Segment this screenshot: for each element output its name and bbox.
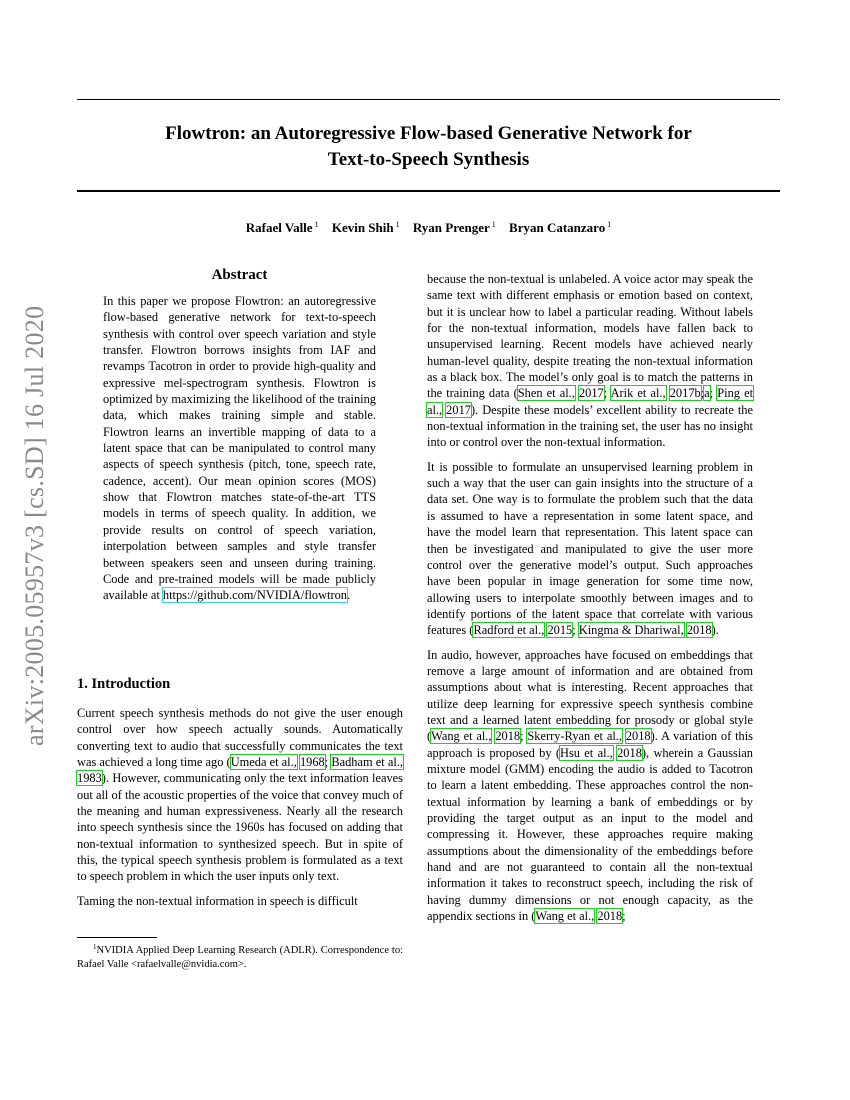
title-line-2: Text-to-Speech Synthesis [327,149,530,170]
citation-link[interactable]: Skerry-Ryan et al., [527,729,622,744]
citation-link[interactable]: 1968 [299,755,325,770]
citation-link[interactable]: Ping et al., [427,386,754,417]
author: Kevin Shih $^1$ [331,220,400,235]
introduction-body [77,705,403,909]
citation-link[interactable]: 2015 [547,623,573,638]
right-column-body [427,271,753,924]
author: Bryan Catanzaro $^1$ [509,220,612,235]
paragraph: In audio, however, approaches have focused on embeddings that remove a large amount of information and are obtained from assumptions about what is interesting. Recent approaches that utilize deep learning for expressive speech synthesis combine text and a learned latent embedding for prosody or global style (Wang et al., 2018; Skerry-Ryan et al., 2018). A variation of this approach is proposed by (Hsu et al., 2018), wherein a Gaussian mixture model (GMM) encoding the audio is added to Tacotron to learn a latent embedding. These approaches control the non-textual information by learning a bank of embeddings or by providing the target output as an input to the model and compressing it. However, these approaches require making assumptions about the dimensionality of the embeddings before hand and are not guaranteed to contain all the non-textual information it takes to reconstruct speech, including the risk of having dummy dimensions or not enough capacity, as the appendix sections in (Wang et al., 2018; [427,647,753,924]
title-bottom-rule [77,190,780,192]
footnote-rule [77,937,157,938]
author-list [77,220,780,236]
citation-link[interactable]: a [704,386,710,401]
paragraph: because the non-textual is unlabeled. A voice actor may speak the same text with different emphasis or emotion based on context, but it is unclear how to label a particular reading. Without labels for the non-textual information, models have fallen back to unsupervised learning. Recent models have achieved nearly human-level quality, despite treating the non-textual information as a black box. The model’s only goal is to match the patterns in the training data (Shen et al., 2017; Arik et al., 2017b;a; Ping et al., 2017). Despite these models’ excellent ability to recreate the non-textual information in the training set, the user has no insight into or control over the non-textual information. [427,272,754,450]
citation-link[interactable]: Arik et al., [610,386,666,401]
citation-link[interactable]: 1983 [77,771,102,786]
citation-link[interactable]: 2017 [578,386,604,401]
title-top-rule [77,99,780,100]
citation-link[interactable]: 2018 [597,909,623,924]
citation-link[interactable]: 2018 [625,729,651,744]
citation-link[interactable]: 2017b [669,386,701,401]
paragraph: Taming the non-textual information in speech is difficult [77,893,358,908]
paragraph: Current speech synthesis methods do not give the user enough control over how speech actually sounds. Automatically converting text to audio that successfully communicates the text was achieved a long time ago (Umeda et al., 1968; Badham et al., 1983). However, communicating only the text information leaves out all of the acoustic properties of the voice that convey much of the meaning and human expressiveness. Nearly all the research into speech synthesis since the 1960s has focused on adding that non-textual information to synthesized speech. But in spite of this, the typical speech synthesis problem is formulated as a text to speech problem in which the user inputs only text. [77,706,403,884]
citation-link[interactable]: 2017 [446,402,471,417]
author: Rafael Valle $^1$ [245,220,319,235]
citation-link[interactable]: Wang et al., [431,729,492,744]
citation-link[interactable]: Umeda et al., [230,755,297,770]
citation-link[interactable]: Wang et al., [535,909,595,924]
citation-link[interactable]: Shen et al., [517,386,575,401]
footnote: $^1$NVIDIA Applied Deep Learning Research (ADLR). Correspondence to: Rafael Valle <rafaelvalle@nvidia.com>. [77,943,403,970]
abstract-body: In this paper we propose Flowtron: an autoregressive flow-based generative network for text-to-speech synthesis with control over speech variation and style transfer. Flowtron borrows insights from IAF and revamps Tacotron in order to provide high-quality and expressive mel-spectrogram synthesis. Flowtron is optimized by maximizing the likelihood of the training data, which makes training simple and stable. Flowtron learns an invertible mapping of data to a latent space that can be manipulated to control many aspects of speech synthesis (pitch, tone, speech rate, cadence, accent). Our mean opinion scores (MOS) show that Flowtron matches state-of-the-art TTS models in terms of speech quality. In addition, we provide results on control of speech variation, interpolation between samples and style transfer between speakers seen and unseen during training. Code and pre-trained models will be made publicly available at https://github.com/NVIDIA/flowtron. [103,294,376,603]
code-link[interactable]: https://github.com/NVIDIA/flowtron [162,588,347,603]
citation-link[interactable]: 2018 [495,729,521,744]
title-line-1: Flowtron: an Autoregressive Flow-based Generative Network for [165,123,692,144]
citation-link[interactable]: Badham et al., [331,755,403,770]
author: Ryan Prenger $^1$ [412,220,496,235]
citation-link[interactable]: Radford et al., [473,623,545,638]
section-heading-introduction: 1. Introduction [77,676,171,692]
paper-title [77,121,780,173]
abstract-heading: Abstract [211,267,268,283]
citation-link[interactable]: Hsu et al., [560,745,613,760]
citation-link[interactable]: Kingma & Dhariwal, [578,623,684,638]
paragraph: It is possible to formulate an unsupervised learning problem in such a way that the user can gain insights into the structure of a data set. One way is to formulate the problem such that the data is assumed to have a representation in some latent space, and have the model learn that representation. This latent space can then be investigated and manipulated to give the user more control over the generative model’s output. Such approaches have been popular in image generation for some time now, allowing users to interpolate smoothly between images and to identify portions of the latent space that correlate with various features (Radford et al., 2015; Kingma & Dhariwal, 2018). [427,459,753,638]
arxiv-stamp: arXiv:2005.05957v3 [cs.SD] 16 Jul 2020 [20,305,49,746]
citation-link[interactable]: 2018 [617,745,642,760]
citation-link[interactable]: 2018 [686,623,712,638]
